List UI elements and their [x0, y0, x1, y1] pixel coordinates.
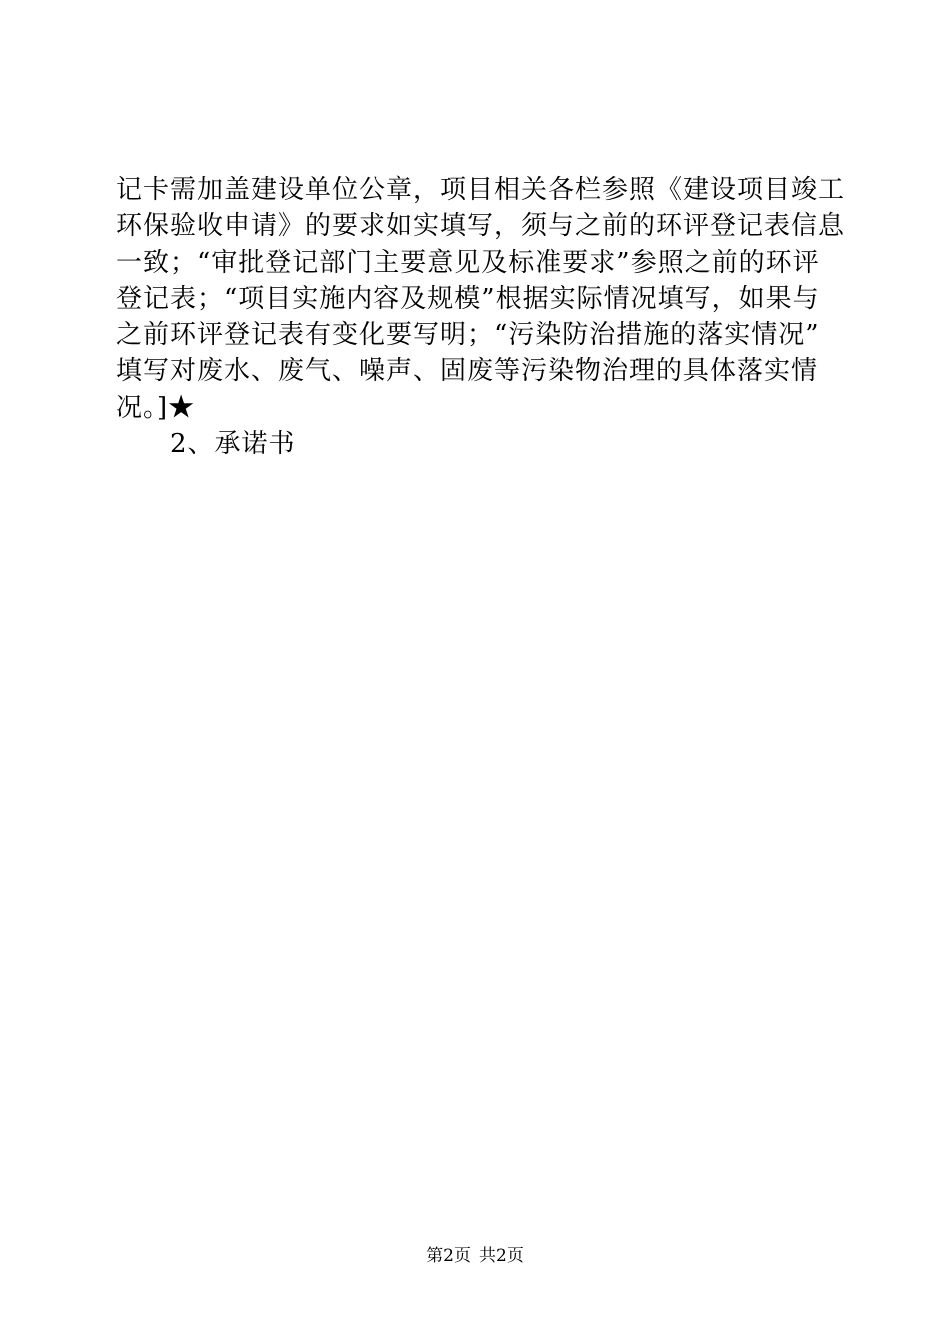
page-number-current: 第2页 — [426, 1246, 471, 1266]
paragraph-line: 一致；“审批登记部门主要意见及标准要求”参照之前的环评 — [116, 247, 820, 278]
section-heading-commitment: 2、承诺书 — [170, 429, 296, 460]
paragraph-line: 记卡需加盖建设单位公章，项目相关各栏参照《建设项目竣工 — [116, 175, 846, 205]
paragraph-line: 之前环评登记表有变化要写明；“污染防治措施的落实情况” — [116, 320, 820, 351]
paragraph-line: 况。]★ — [116, 392, 196, 423]
paragraph-line: 登记表；“项目实施内容及规模”根据实际情况填写，如果与 — [116, 283, 820, 314]
page-footer — [0, 1244, 950, 1268]
document-body — [116, 172, 846, 462]
paragraph-line: 环保验收申请》的要求如实填写，须与之前的环评登记表信息 — [116, 211, 846, 242]
page-number-total: 共2页 — [479, 1246, 524, 1266]
paragraph-line: 填写对废水、废气、噪声、固废等污染物治理的具体落实情 — [116, 356, 819, 387]
